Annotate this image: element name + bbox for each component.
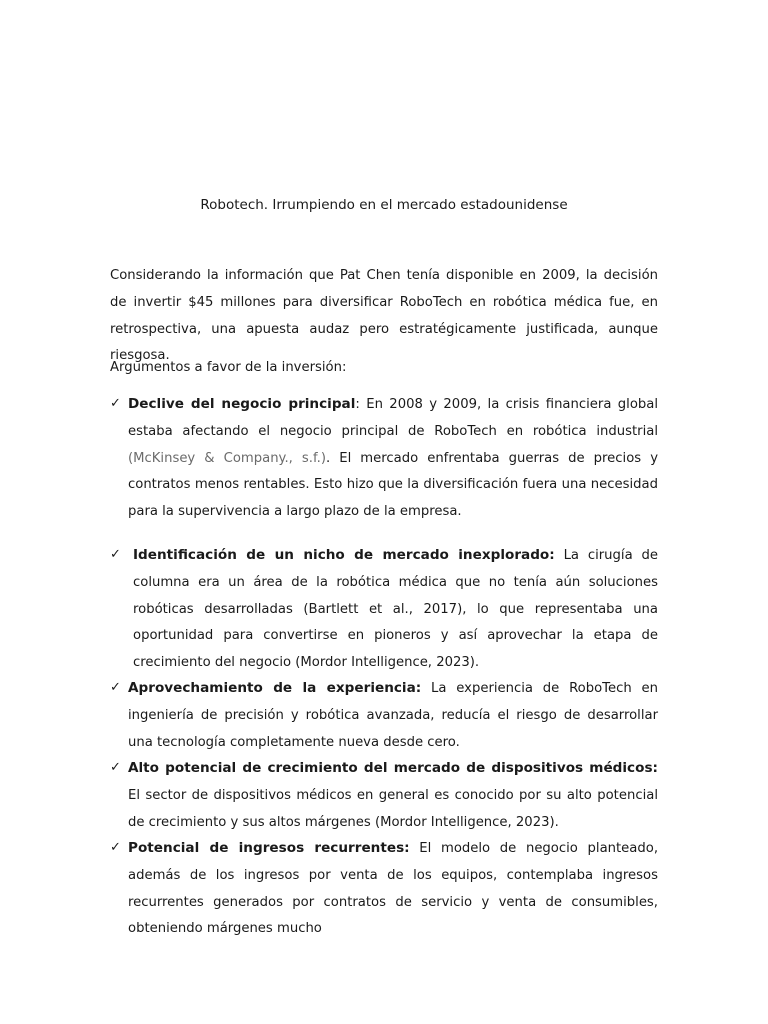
argument-item-growth [110,755,658,836]
argument-item-niche [110,542,658,677]
argument-body-cont: . El mercado enfrentaba guerras de precios y contratos menos rentables. Esto hizo que la diversificación fuera una necesidad para la supervivencia a largo plazo de la empresa. [128,450,658,520]
argument-term: Declive del negocio principal [128,396,356,412]
argument-term: Identificación de un nicho de mercado inexplorado: [133,547,555,563]
checkmark-icon: ✓ [110,396,121,411]
argument-term: Aprovechamiento de la experiencia: [128,680,422,696]
argument-text [110,755,658,836]
argument-term: Alto potencial de crecimiento del mercado de dispositivos médicos: [128,760,658,776]
checkmark-icon: ✓ [110,680,121,695]
checkmark-icon: ✓ [110,840,121,855]
argument-item-decline [110,391,658,526]
argument-text [110,835,658,943]
argument-body: El sector de dispositivos médicos en general es conocido por su alto potencial de crecimiento y sus altos márgenes (Mordor Intelligence, 2023). [128,787,658,830]
argument-term: Potencial de ingresos recurrentes: [128,840,410,856]
citation: (McKinsey & Company., s.f.) [128,450,326,466]
document-title: Robotech. Irrumpiendo en el mercado estadounidense [200,197,568,213]
argument-body: La cirugía de columna era un área de la robótica médica que no tenía aún soluciones robóticas desarrolladas (Bartlett et al., 2017), lo que representaba una oportunidad para convertirse en pioneros y así aprovechar la etapa de crecimiento del negocio (Mordor Intelligence, 2023). [133,548,658,671]
argument-body: El modelo de negocio planteado, además de los ingresos por venta de los equipos, contemplaba ingresos recurrentes generados por contratos de servicio y venta de consumibles, obteniendo márgenes mucho [128,841,659,937]
checkmark-icon: ✓ [110,760,121,775]
argument-item-experience [110,675,658,756]
argument-body: La experiencia de RoboTech en ingeniería de precisión y robótica avanzada, reducía el riesgo de desarrollar una tecnología completamente nueva desde cero. [128,681,658,750]
argument-text [110,542,658,677]
argument-separator: : [355,397,360,412]
argument-body: En 2008 y 2009, la crisis financiera global estaba afectando el negocio principal de RoboTech en robótica industrial [128,397,658,439]
argument-item-recurring [110,835,658,943]
arguments-heading: Argumentos a favor de la inversión: [110,360,347,375]
argument-text [110,391,658,526]
argument-text [110,675,658,756]
checkmark-icon: ✓ [110,547,121,562]
intro-paragraph: Considerando la información que Pat Chen tenía disponible en 2009, la decisión de invertir $45 millones para diversificar RoboTech en robótica médica fue, en retrospectiva, una apuesta audaz pero estratégicamente justificada, aunque riesgosa. [110,268,658,364]
